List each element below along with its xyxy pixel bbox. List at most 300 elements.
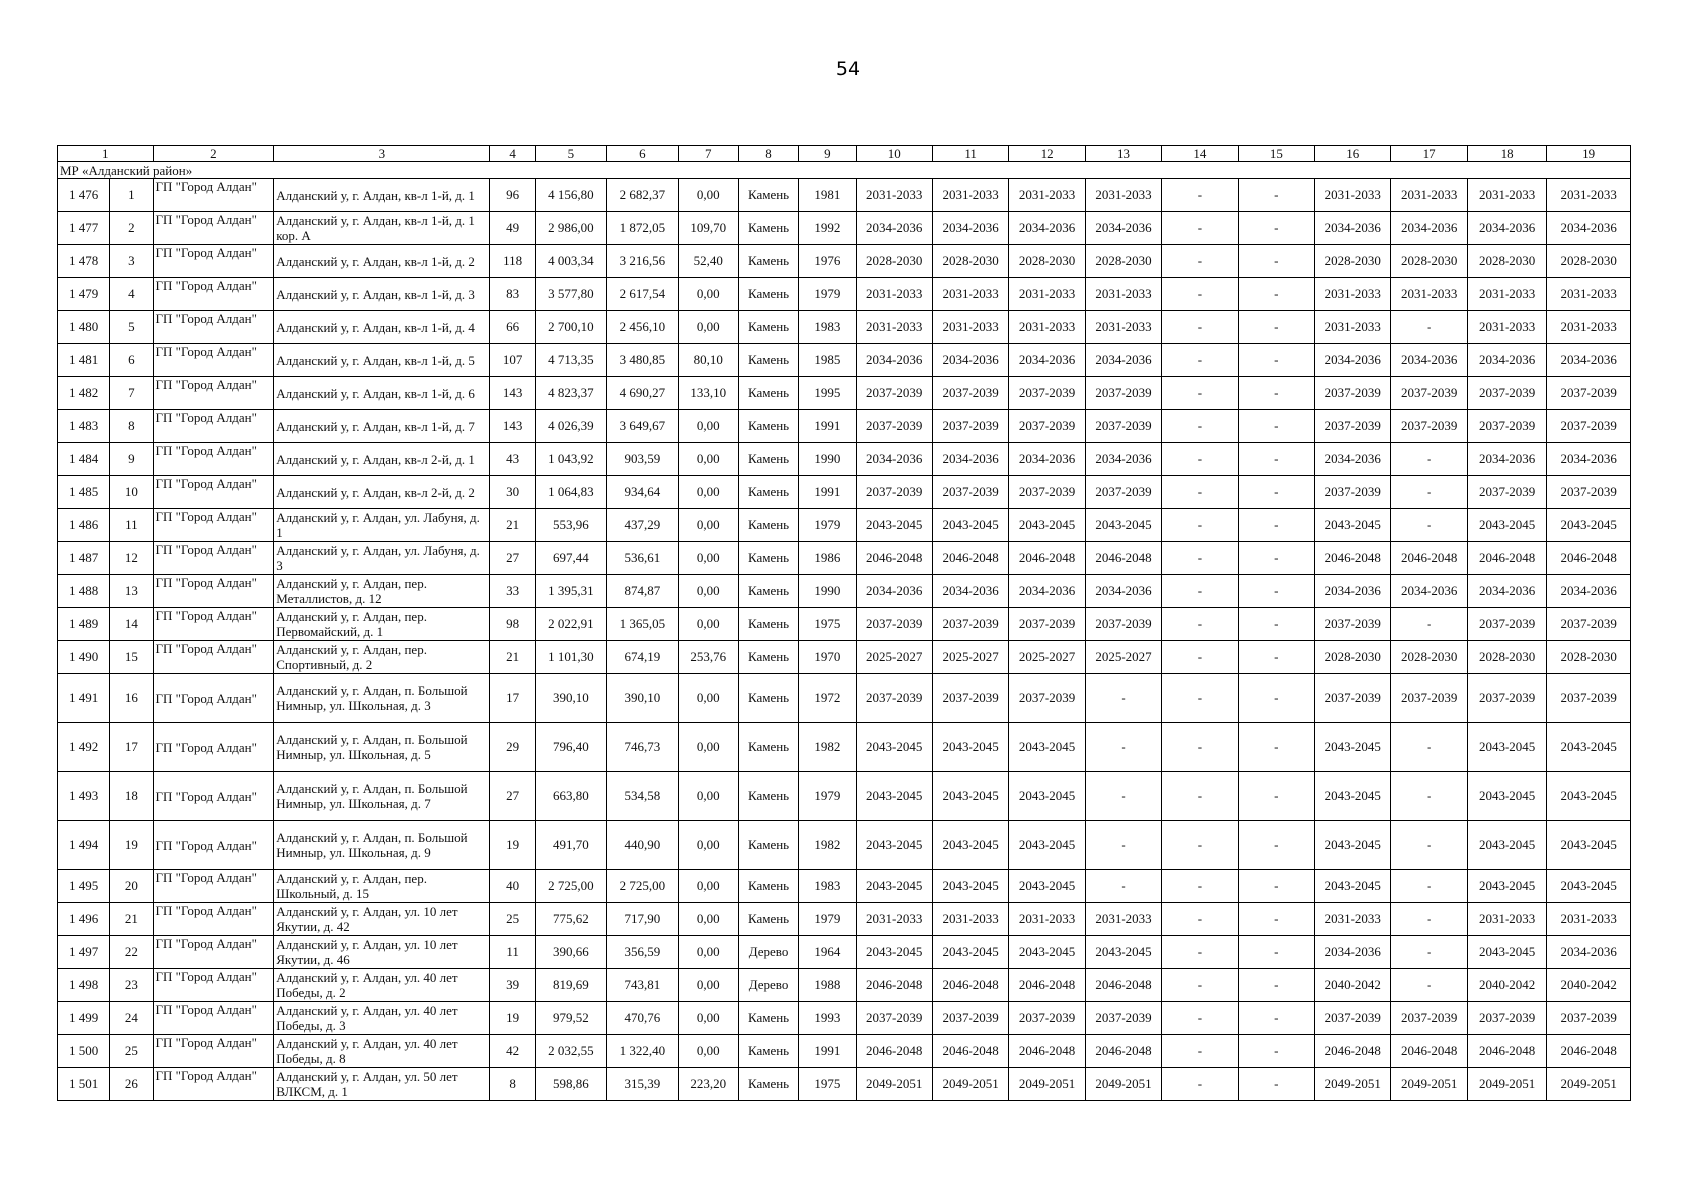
period-col-15: - — [1238, 641, 1314, 674]
period-col-16: 2034-2036 — [1315, 575, 1391, 608]
build-year: 1985 — [799, 344, 856, 377]
period-col-13: 2046-2048 — [1085, 969, 1161, 1002]
table-row — [58, 311, 1631, 344]
residential-area: 1 322,40 — [607, 1035, 678, 1068]
owner: ГП "Город Алдан" — [153, 344, 274, 377]
period-col-11: 2034-2036 — [932, 344, 1008, 377]
wall-material: Камень — [738, 476, 798, 509]
build-year: 1972 — [799, 674, 856, 723]
owner: ГП "Город Алдан" — [153, 278, 274, 311]
period-col-15: - — [1238, 311, 1314, 344]
period-col-19: 2031-2033 — [1547, 311, 1631, 344]
period-col-19: 2034-2036 — [1547, 575, 1631, 608]
period-col-14: - — [1162, 410, 1238, 443]
row-index: 3 — [110, 245, 153, 278]
total-area: 390,10 — [535, 674, 606, 723]
period-col-18: 2037-2039 — [1467, 608, 1546, 641]
wall-material: Камень — [738, 772, 798, 821]
column-header: 11 — [932, 146, 1008, 162]
row-index: 21 — [110, 903, 153, 936]
wall-material: Камень — [738, 212, 798, 245]
period-col-17: - — [1391, 311, 1467, 344]
period-col-14: - — [1162, 443, 1238, 476]
apartments-count: 19 — [490, 1002, 535, 1035]
period-col-16: 2037-2039 — [1315, 476, 1391, 509]
address: Алданский у, г. Алдан, кв-л 2-й, д. 2 — [274, 476, 490, 509]
period-col-13: - — [1085, 870, 1161, 903]
owner: ГП "Город Алдан" — [153, 723, 274, 772]
period-col-11: 2037-2039 — [932, 674, 1008, 723]
registry-number: 1 484 — [58, 443, 110, 476]
period-col-16: 2043-2045 — [1315, 870, 1391, 903]
period-col-11: 2043-2045 — [932, 821, 1008, 870]
period-col-11: 2037-2039 — [932, 476, 1008, 509]
nonresidential-area: 0,00 — [678, 608, 738, 641]
period-col-12: 2043-2045 — [1009, 936, 1085, 969]
period-col-13: 2034-2036 — [1085, 212, 1161, 245]
wall-material: Камень — [738, 311, 798, 344]
owner: ГП "Город Алдан" — [153, 969, 274, 1002]
apartments-count: 107 — [490, 344, 535, 377]
wall-material: Камень — [738, 674, 798, 723]
period-col-13: - — [1085, 821, 1161, 870]
residential-area: 3 480,85 — [607, 344, 678, 377]
registry-number: 1 486 — [58, 509, 110, 542]
build-year: 1993 — [799, 1002, 856, 1035]
section-title: МР «Алданский район» — [58, 162, 1631, 179]
period-col-17: 2028-2030 — [1391, 245, 1467, 278]
address: Алданский у, г. Алдан, кв-л 2-й, д. 1 — [274, 443, 490, 476]
period-col-13: 2037-2039 — [1085, 476, 1161, 509]
period-col-12: 2037-2039 — [1009, 674, 1085, 723]
row-index: 4 — [110, 278, 153, 311]
period-col-12: 2034-2036 — [1009, 575, 1085, 608]
period-col-11: 2034-2036 — [932, 443, 1008, 476]
period-col-11: 2034-2036 — [932, 575, 1008, 608]
period-col-13: 2034-2036 — [1085, 575, 1161, 608]
registry-number: 1 487 — [58, 542, 110, 575]
period-col-10: 2043-2045 — [856, 936, 932, 969]
period-col-12: 2043-2045 — [1009, 509, 1085, 542]
period-col-19: 2037-2039 — [1547, 476, 1631, 509]
period-col-14: - — [1162, 1068, 1238, 1101]
column-header: 9 — [799, 146, 856, 162]
period-col-16: 2034-2036 — [1315, 443, 1391, 476]
period-col-19: 2034-2036 — [1547, 936, 1631, 969]
table-row — [58, 608, 1631, 641]
address: Алданский у, г. Алдан, кв-л 1-й, д. 7 — [274, 410, 490, 443]
row-index: 11 — [110, 509, 153, 542]
row-index: 15 — [110, 641, 153, 674]
wall-material: Камень — [738, 641, 798, 674]
table-row — [58, 641, 1631, 674]
column-header: 16 — [1315, 146, 1391, 162]
build-year: 1976 — [799, 245, 856, 278]
period-col-16: 2031-2033 — [1315, 903, 1391, 936]
period-col-12: 2037-2039 — [1009, 1002, 1085, 1035]
address: Алданский у, г. Алдан, кв-л 1-й, д. 1 кор. А — [274, 212, 490, 245]
residential-area: 315,39 — [607, 1068, 678, 1101]
owner: ГП "Город Алдан" — [153, 641, 274, 674]
wall-material: Камень — [738, 903, 798, 936]
apartments-count: 66 — [490, 311, 535, 344]
period-col-15: - — [1238, 245, 1314, 278]
period-col-10: 2043-2045 — [856, 509, 932, 542]
total-area: 4 156,80 — [535, 179, 606, 212]
period-col-16: 2037-2039 — [1315, 377, 1391, 410]
column-header: 6 — [607, 146, 678, 162]
apartments-count: 49 — [490, 212, 535, 245]
period-col-17: - — [1391, 608, 1467, 641]
registry-number: 1 491 — [58, 674, 110, 723]
apartments-count: 8 — [490, 1068, 535, 1101]
total-area: 1 395,31 — [535, 575, 606, 608]
period-col-10: 2037-2039 — [856, 410, 932, 443]
period-col-18: 2037-2039 — [1467, 377, 1546, 410]
wall-material: Камень — [738, 377, 798, 410]
period-col-13: 2031-2033 — [1085, 311, 1161, 344]
period-col-18: 2034-2036 — [1467, 575, 1546, 608]
period-col-17: 2037-2039 — [1391, 410, 1467, 443]
address: Алданский у, г. Алдан, ул. 40 лет Победы, д. 8 — [274, 1035, 490, 1068]
table-body — [58, 162, 1631, 1101]
period-col-10: 2046-2048 — [856, 1035, 932, 1068]
period-col-12: 2034-2036 — [1009, 212, 1085, 245]
total-area: 1 064,83 — [535, 476, 606, 509]
total-area: 4 003,34 — [535, 245, 606, 278]
column-header: 3 — [274, 146, 490, 162]
period-col-11: 2043-2045 — [932, 936, 1008, 969]
nonresidential-area: 80,10 — [678, 344, 738, 377]
period-col-19: 2049-2051 — [1547, 1068, 1631, 1101]
period-col-19: 2046-2048 — [1547, 1035, 1631, 1068]
period-col-16: 2034-2036 — [1315, 936, 1391, 969]
period-col-16: 2034-2036 — [1315, 212, 1391, 245]
residential-area: 356,59 — [607, 936, 678, 969]
wall-material: Камень — [738, 1035, 798, 1068]
owner: ГП "Город Алдан" — [153, 903, 274, 936]
period-col-18: 2043-2045 — [1467, 821, 1546, 870]
period-col-18: 2034-2036 — [1467, 212, 1546, 245]
period-col-19: 2037-2039 — [1547, 410, 1631, 443]
address: Алданский у, г. Алдан, кв-л 1-й, д. 4 — [274, 311, 490, 344]
period-col-14: - — [1162, 1035, 1238, 1068]
period-col-18: 2037-2039 — [1467, 674, 1546, 723]
period-col-18: 2034-2036 — [1467, 443, 1546, 476]
row-index: 20 — [110, 870, 153, 903]
period-col-11: 2031-2033 — [932, 179, 1008, 212]
period-col-13: 2037-2039 — [1085, 410, 1161, 443]
period-col-15: - — [1238, 377, 1314, 410]
period-col-12: 2043-2045 — [1009, 870, 1085, 903]
total-area: 598,86 — [535, 1068, 606, 1101]
period-col-15: - — [1238, 212, 1314, 245]
period-col-16: 2028-2030 — [1315, 641, 1391, 674]
total-area: 1 101,30 — [535, 641, 606, 674]
apartments-count: 143 — [490, 410, 535, 443]
period-col-15: - — [1238, 278, 1314, 311]
owner: ГП "Город Алдан" — [153, 443, 274, 476]
residential-area: 534,58 — [607, 772, 678, 821]
period-col-12: 2043-2045 — [1009, 821, 1085, 870]
period-col-18: 2037-2039 — [1467, 410, 1546, 443]
period-col-16: 2037-2039 — [1315, 1002, 1391, 1035]
period-col-18: 2037-2039 — [1467, 1002, 1546, 1035]
owner: ГП "Город Алдан" — [153, 509, 274, 542]
period-col-12: 2046-2048 — [1009, 542, 1085, 575]
table-header — [58, 146, 1631, 162]
residential-area: 536,61 — [607, 542, 678, 575]
period-col-12: 2028-2030 — [1009, 245, 1085, 278]
period-col-11: 2043-2045 — [932, 870, 1008, 903]
registry-number: 1 478 — [58, 245, 110, 278]
period-col-16: 2040-2042 — [1315, 969, 1391, 1002]
nonresidential-area: 0,00 — [678, 772, 738, 821]
address: Алданский у, г. Алдан, ул. 10 лет Якутии, д. 42 — [274, 903, 490, 936]
period-col-16: 2043-2045 — [1315, 723, 1391, 772]
wall-material: Камень — [738, 179, 798, 212]
owner: ГП "Город Алдан" — [153, 608, 274, 641]
column-header: 15 — [1238, 146, 1314, 162]
owner: ГП "Город Алдан" — [153, 936, 274, 969]
period-col-19: 2037-2039 — [1547, 608, 1631, 641]
period-col-12: 2037-2039 — [1009, 410, 1085, 443]
wall-material: Камень — [738, 245, 798, 278]
period-col-11: 2046-2048 — [932, 1035, 1008, 1068]
section-row — [58, 162, 1631, 179]
period-col-17: 2037-2039 — [1391, 1002, 1467, 1035]
period-col-10: 2034-2036 — [856, 344, 932, 377]
period-col-15: - — [1238, 410, 1314, 443]
period-col-16: 2031-2033 — [1315, 179, 1391, 212]
column-number-row — [58, 146, 1631, 162]
total-area: 2 032,55 — [535, 1035, 606, 1068]
period-col-17: - — [1391, 936, 1467, 969]
table-row — [58, 903, 1631, 936]
period-col-13: 2046-2048 — [1085, 1035, 1161, 1068]
period-col-15: - — [1238, 772, 1314, 821]
owner: ГП "Город Алдан" — [153, 212, 274, 245]
period-col-16: 2049-2051 — [1315, 1068, 1391, 1101]
period-col-10: 2031-2033 — [856, 278, 932, 311]
address: Алданский у, г. Алдан, ул. 40 лет Победы, д. 2 — [274, 969, 490, 1002]
period-col-14: - — [1162, 772, 1238, 821]
period-col-14: - — [1162, 542, 1238, 575]
row-index: 22 — [110, 936, 153, 969]
period-col-13: 2034-2036 — [1085, 344, 1161, 377]
residential-area: 2 456,10 — [607, 311, 678, 344]
total-area: 819,69 — [535, 969, 606, 1002]
row-index: 18 — [110, 772, 153, 821]
row-index: 12 — [110, 542, 153, 575]
period-col-14: - — [1162, 476, 1238, 509]
row-index: 14 — [110, 608, 153, 641]
address: Алданский у, г. Алдан, пер. Металлистов, д. 12 — [274, 575, 490, 608]
period-col-11: 2046-2048 — [932, 969, 1008, 1002]
build-year: 1983 — [799, 870, 856, 903]
period-col-12: 2046-2048 — [1009, 1035, 1085, 1068]
build-year: 1979 — [799, 509, 856, 542]
period-col-14: - — [1162, 278, 1238, 311]
wall-material: Камень — [738, 344, 798, 377]
period-col-15: - — [1238, 1002, 1314, 1035]
table-row — [58, 870, 1631, 903]
total-area: 4 823,37 — [535, 377, 606, 410]
period-col-19: 2043-2045 — [1547, 509, 1631, 542]
period-col-11: 2037-2039 — [932, 410, 1008, 443]
period-col-10: 2046-2048 — [856, 542, 932, 575]
period-col-17: 2049-2051 — [1391, 1068, 1467, 1101]
period-col-15: - — [1238, 443, 1314, 476]
address: Алданский у, г. Алдан, п. Большой Нимныр, ул. Школьная, д. 3 — [274, 674, 490, 723]
period-col-19: 2046-2048 — [1547, 542, 1631, 575]
period-col-17: 2028-2030 — [1391, 641, 1467, 674]
address: Алданский у, г. Алдан, п. Большой Нимныр, ул. Школьная, д. 5 — [274, 723, 490, 772]
column-header: 4 — [490, 146, 535, 162]
period-col-19: 2037-2039 — [1547, 377, 1631, 410]
build-year: 1979 — [799, 903, 856, 936]
period-col-11: 2043-2045 — [932, 509, 1008, 542]
period-col-19: 2034-2036 — [1547, 344, 1631, 377]
registry-number: 1 495 — [58, 870, 110, 903]
nonresidential-area: 133,10 — [678, 377, 738, 410]
residential-area: 746,73 — [607, 723, 678, 772]
build-year: 1979 — [799, 772, 856, 821]
period-col-15: - — [1238, 903, 1314, 936]
row-index: 8 — [110, 410, 153, 443]
period-col-17: - — [1391, 509, 1467, 542]
period-col-19: 2040-2042 — [1547, 969, 1631, 1002]
apartments-count: 118 — [490, 245, 535, 278]
apartments-count: 11 — [490, 936, 535, 969]
housing-registry-table — [57, 145, 1631, 1101]
residential-area: 3 216,56 — [607, 245, 678, 278]
build-year: 1988 — [799, 969, 856, 1002]
period-col-18: 2031-2033 — [1467, 278, 1546, 311]
total-area: 796,40 — [535, 723, 606, 772]
total-area: 775,62 — [535, 903, 606, 936]
residential-area: 1 872,05 — [607, 212, 678, 245]
wall-material: Камень — [738, 821, 798, 870]
nonresidential-area: 0,00 — [678, 903, 738, 936]
row-index: 6 — [110, 344, 153, 377]
period-col-12: 2034-2036 — [1009, 344, 1085, 377]
period-col-17: - — [1391, 443, 1467, 476]
period-col-17: 2037-2039 — [1391, 377, 1467, 410]
period-col-12: 2031-2033 — [1009, 179, 1085, 212]
period-col-16: 2046-2048 — [1315, 542, 1391, 575]
period-col-10: 2046-2048 — [856, 969, 932, 1002]
period-col-10: 2049-2051 — [856, 1068, 932, 1101]
period-col-10: 2037-2039 — [856, 608, 932, 641]
period-col-11: 2034-2036 — [932, 212, 1008, 245]
table-row — [58, 476, 1631, 509]
build-year: 1991 — [799, 1035, 856, 1068]
table-row — [58, 821, 1631, 870]
period-col-18: 2031-2033 — [1467, 179, 1546, 212]
address: Алданский у, г. Алдан, ул. 40 лет Победы, д. 3 — [274, 1002, 490, 1035]
period-col-14: - — [1162, 969, 1238, 1002]
period-col-19: 2037-2039 — [1547, 674, 1631, 723]
table-row — [58, 344, 1631, 377]
period-col-14: - — [1162, 821, 1238, 870]
apartments-count: 21 — [490, 641, 535, 674]
total-area: 4 713,35 — [535, 344, 606, 377]
period-col-14: - — [1162, 674, 1238, 723]
owner: ГП "Город Алдан" — [153, 377, 274, 410]
total-area: 2 725,00 — [535, 870, 606, 903]
wall-material: Камень — [738, 542, 798, 575]
wall-material: Камень — [738, 410, 798, 443]
owner: ГП "Город Алдан" — [153, 179, 274, 212]
apartments-count: 29 — [490, 723, 535, 772]
period-col-19: 2034-2036 — [1547, 443, 1631, 476]
period-col-16: 2037-2039 — [1315, 674, 1391, 723]
column-header: 12 — [1009, 146, 1085, 162]
period-col-19: 2028-2030 — [1547, 641, 1631, 674]
period-col-15: - — [1238, 674, 1314, 723]
registry-number: 1 497 — [58, 936, 110, 969]
row-index: 24 — [110, 1002, 153, 1035]
period-col-11: 2031-2033 — [932, 278, 1008, 311]
apartments-count: 98 — [490, 608, 535, 641]
apartments-count: 83 — [490, 278, 535, 311]
registry-number: 1 479 — [58, 278, 110, 311]
nonresidential-area: 0,00 — [678, 509, 738, 542]
row-index: 13 — [110, 575, 153, 608]
period-col-10: 2037-2039 — [856, 674, 932, 723]
build-year: 1970 — [799, 641, 856, 674]
period-col-10: 2031-2033 — [856, 903, 932, 936]
period-col-18: 2046-2048 — [1467, 542, 1546, 575]
period-col-17: 2037-2039 — [1391, 674, 1467, 723]
period-col-17: 2046-2048 — [1391, 542, 1467, 575]
nonresidential-area: 109,70 — [678, 212, 738, 245]
period-col-10: 2025-2027 — [856, 641, 932, 674]
address: Алданский у, г. Алдан, пер. Спортивный, д. 2 — [274, 641, 490, 674]
total-area: 2 700,10 — [535, 311, 606, 344]
period-col-14: - — [1162, 575, 1238, 608]
registry-number: 1 494 — [58, 821, 110, 870]
period-col-10: 2031-2033 — [856, 311, 932, 344]
address: Алданский у, г. Алдан, кв-л 1-й, д. 5 — [274, 344, 490, 377]
period-col-10: 2043-2045 — [856, 821, 932, 870]
table-row — [58, 377, 1631, 410]
registry-number: 1 500 — [58, 1035, 110, 1068]
total-area: 390,66 — [535, 936, 606, 969]
address: Алданский у, г. Алдан, пер. Первомайский, д. 1 — [274, 608, 490, 641]
period-col-10: 2034-2036 — [856, 443, 932, 476]
period-col-13: 2031-2033 — [1085, 903, 1161, 936]
period-col-19: 2031-2033 — [1547, 903, 1631, 936]
period-col-14: - — [1162, 509, 1238, 542]
owner: ГП "Город Алдан" — [153, 1068, 274, 1101]
table-row — [58, 410, 1631, 443]
period-col-16: 2043-2045 — [1315, 509, 1391, 542]
total-area: 553,96 — [535, 509, 606, 542]
period-col-18: 2037-2039 — [1467, 476, 1546, 509]
period-col-13: 2037-2039 — [1085, 608, 1161, 641]
apartments-count: 25 — [490, 903, 535, 936]
nonresidential-area: 0,00 — [678, 969, 738, 1002]
owner: ГП "Город Алдан" — [153, 1002, 274, 1035]
registry-number: 1 499 — [58, 1002, 110, 1035]
address: Алданский у, г. Алдан, кв-л 1-й, д. 2 — [274, 245, 490, 278]
period-col-10: 2037-2039 — [856, 476, 932, 509]
residential-area: 437,29 — [607, 509, 678, 542]
period-col-16: 2043-2045 — [1315, 772, 1391, 821]
period-col-12: 2037-2039 — [1009, 377, 1085, 410]
